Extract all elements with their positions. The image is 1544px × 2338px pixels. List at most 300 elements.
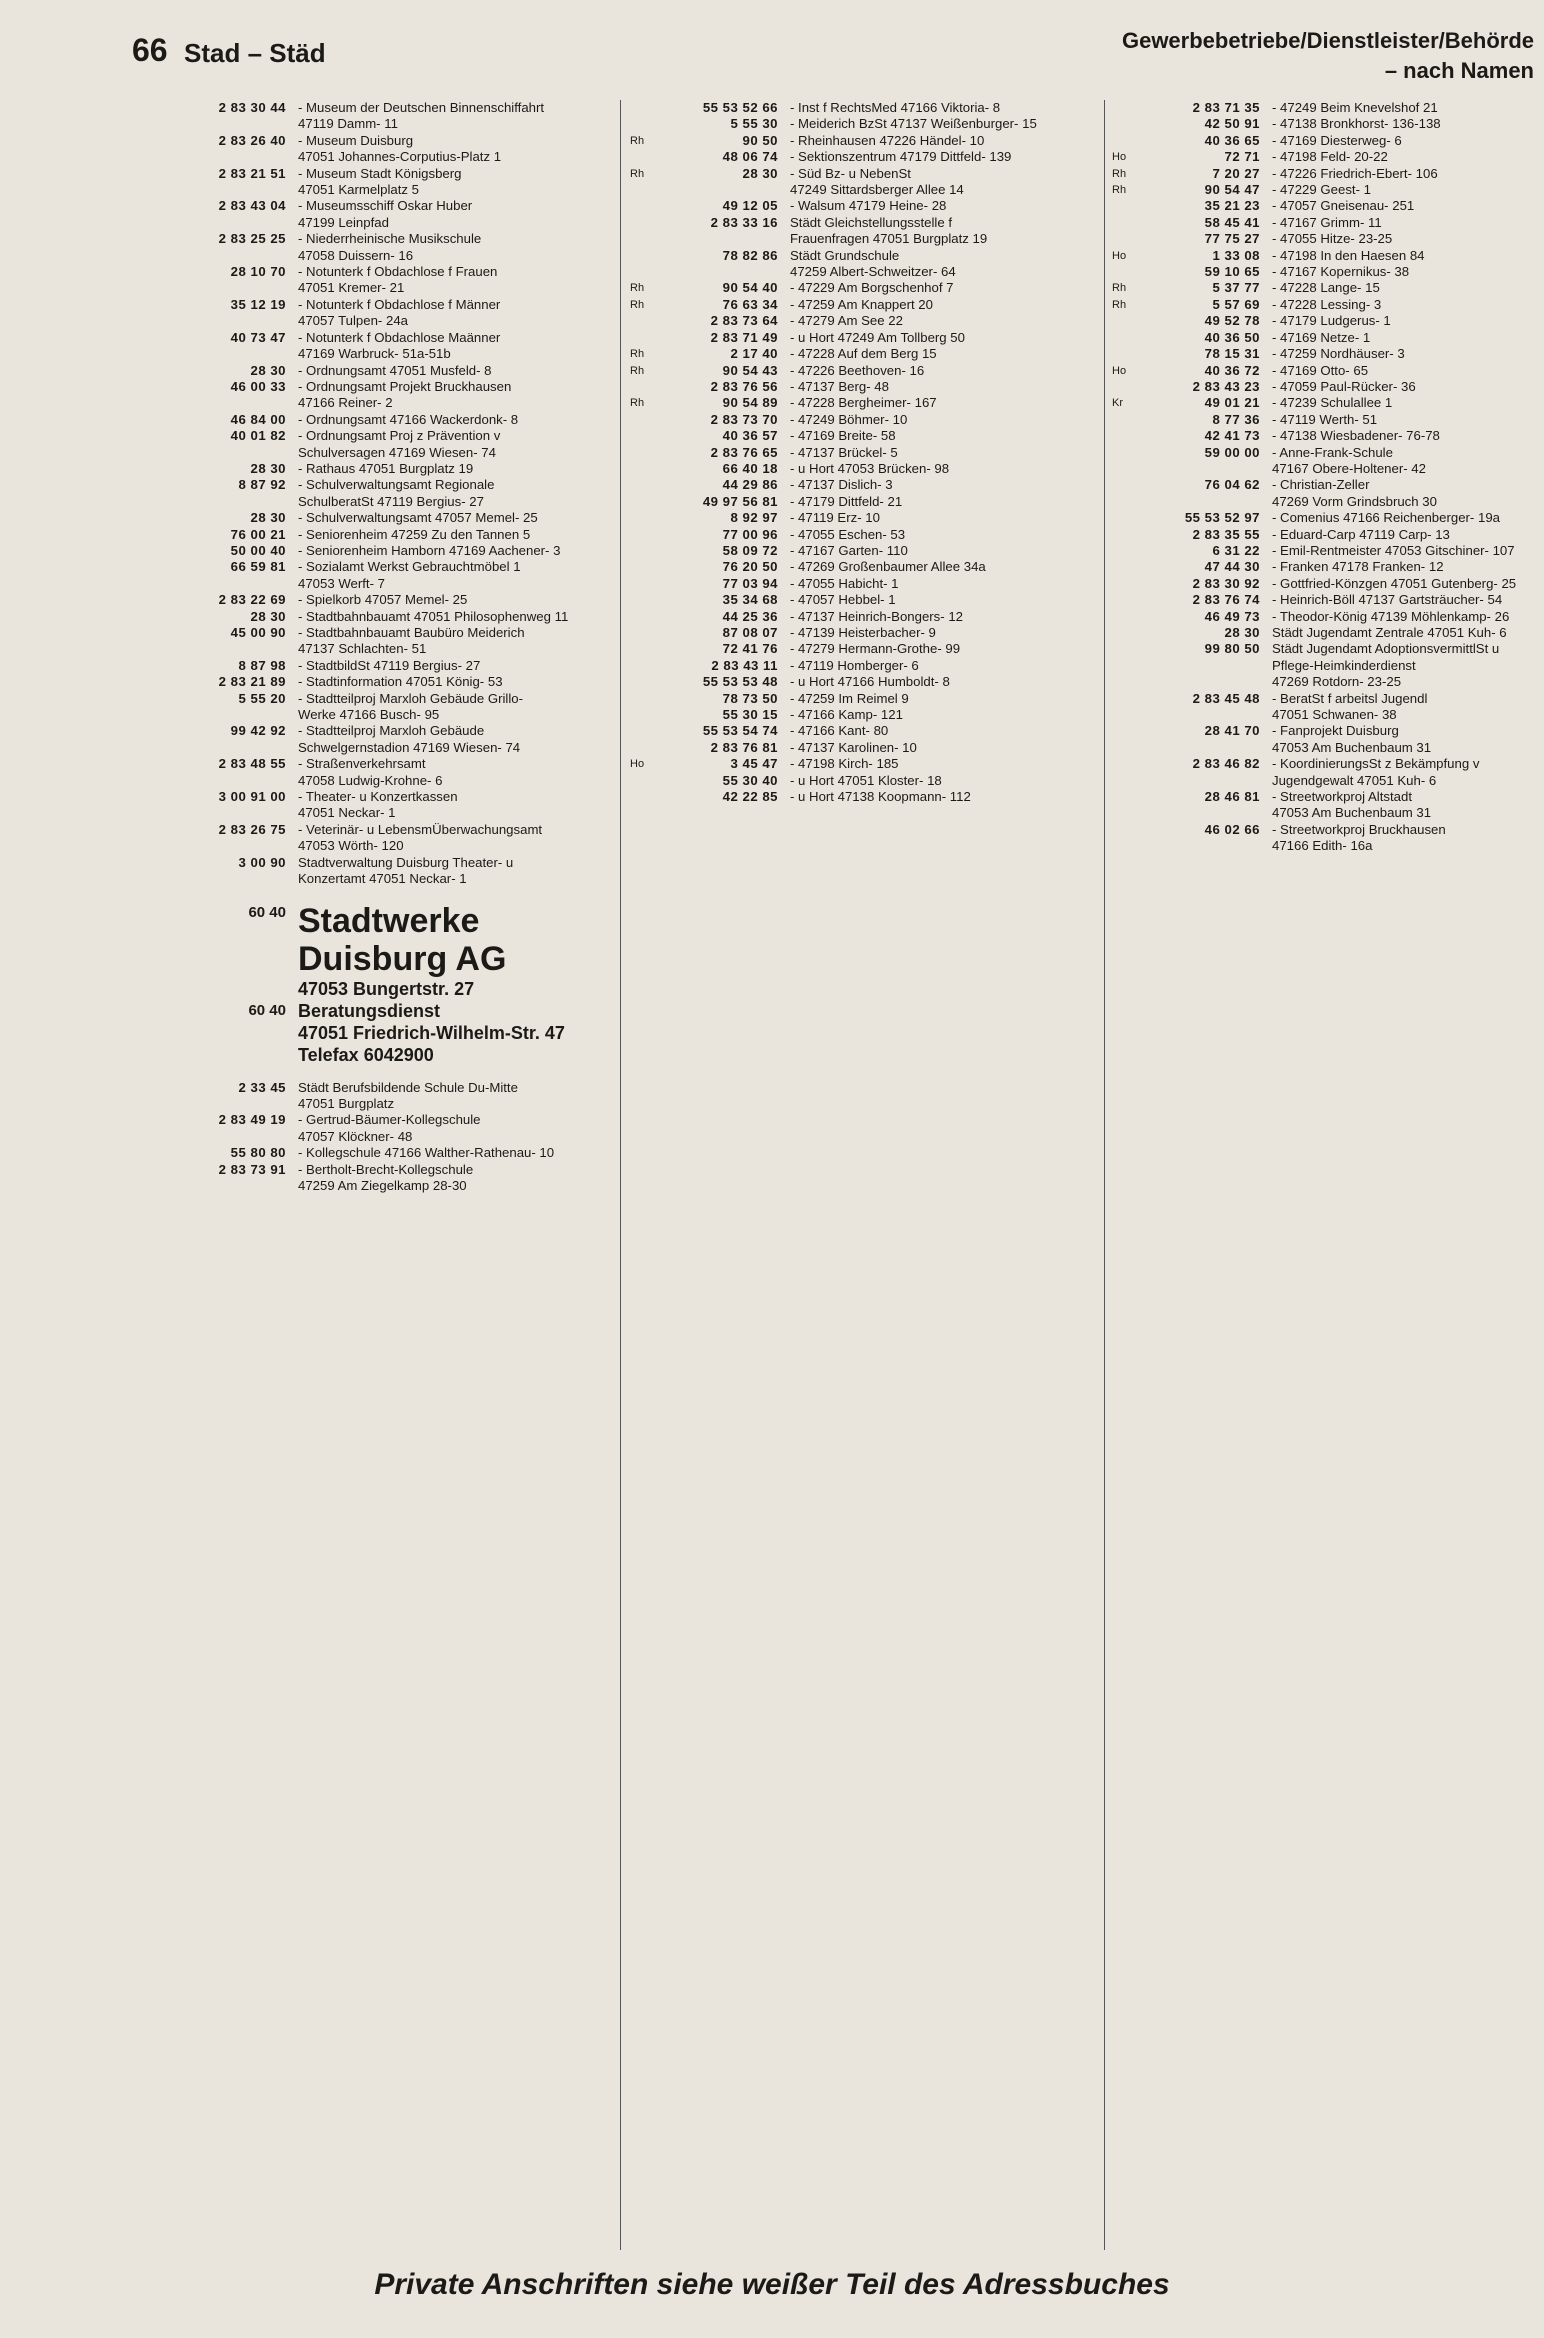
directory-entry [630, 280, 1100, 296]
directory-entry [1112, 445, 1542, 478]
directory-entry [138, 1112, 608, 1145]
phone-number: 58 09 72 [722, 542, 778, 558]
directory-entry [1112, 198, 1542, 214]
phone-number: 90 54 47 [1204, 182, 1260, 198]
phone-number: 2 83 35 55 [1192, 526, 1260, 542]
phone-number: 28 46 81 [1204, 789, 1260, 805]
directory-entry [630, 641, 1100, 657]
phone-number: 2 83 73 91 [218, 1161, 286, 1177]
directory-entry [138, 789, 608, 822]
directory-entry [1112, 395, 1542, 411]
running-head [1122, 26, 1534, 86]
entry-text: - 47279 Hermann-Grothe- 99 [790, 641, 961, 657]
entry-text: - 47167 Kopernikus- 38 [1272, 264, 1410, 280]
directory-entry [138, 822, 608, 855]
entry-text: - 47226 Friedrich-Ebert- 106 [1272, 165, 1438, 181]
entry-text: - 47259 Nordhäuser- 3 [1272, 346, 1405, 362]
directory-entry [630, 445, 1100, 461]
entry-text: - u Hort 47053 Brücken- 98 [790, 460, 950, 476]
entry-text: - StadtbildSt 47119 Bergius- 27 [298, 657, 481, 673]
directory-entry [138, 297, 608, 330]
directory-entry [630, 100, 1100, 116]
phone-number: 2 83 43 04 [218, 198, 286, 214]
phone-number: 47 44 30 [1204, 559, 1260, 575]
district-tag: Ho [630, 758, 645, 771]
directory-entry [630, 740, 1100, 756]
entry-text: - Walsum 47179 Heine- 28 [790, 198, 947, 214]
entry-text: - 47226 Beethoven- 16 [790, 362, 925, 378]
directory-entry [630, 494, 1100, 510]
phone-number: 59 00 00 [1204, 444, 1260, 460]
phone-number: 46 02 66 [1204, 821, 1260, 837]
entry-text: - Comenius 47166 Reichenberger- 19a [1272, 510, 1500, 526]
directory-entry [1112, 609, 1542, 625]
phone-number: 3 00 90 [238, 854, 286, 870]
phone-number: 42 50 91 [1204, 116, 1260, 132]
phone-number: 35 21 23 [1204, 198, 1260, 214]
phone-number: 66 40 18 [722, 460, 778, 476]
directory-entry [1112, 576, 1542, 592]
entry-text: - u Hort 47249 Am Tollberg 50 [790, 329, 965, 345]
directory-entry [630, 116, 1100, 132]
entry-text: - 47119 Erz- 10 [790, 510, 880, 526]
directory-entry [138, 477, 608, 510]
district-tag: Rh [1112, 298, 1127, 311]
district-tag: Ho [1112, 249, 1127, 262]
entry-text: - Streetworkproj Bruckhausen 47166 Edith- 16a [1272, 821, 1446, 854]
phone-number: 2 83 76 56 [710, 378, 778, 394]
entry-text: - Sektionszentrum 47179 Dittfeld- 139 [790, 149, 1012, 165]
directory-entry [1112, 166, 1542, 182]
directory-entry [1112, 641, 1542, 690]
entry-text: - 47249 Böhmer- 10 [790, 411, 908, 427]
directory-entry [630, 756, 1100, 772]
entry-text: - 47169 Otto- 65 [1272, 362, 1369, 378]
phone-number: 40 36 57 [722, 428, 778, 444]
district-tag: Rh [1112, 167, 1127, 180]
entry-text: - Stadtbahnbauamt 47051 Philosophenweg 11 [298, 608, 569, 624]
directory-entry [138, 198, 608, 231]
phone-number: 90 54 40 [722, 280, 778, 296]
directory-entry [630, 133, 1100, 149]
entry-text: - 47057 Gneisenau- 251 [1272, 198, 1415, 214]
entry-text: - Schulverwaltungsamt Regionale SchulberatSt 47119 Bergius- 27 [298, 477, 495, 509]
directory-entry [630, 346, 1100, 362]
phone-number: 49 12 05 [722, 198, 778, 214]
directory-entry [630, 248, 1100, 281]
directory-entry [138, 412, 608, 428]
entry-text: - Gottfried-Könzgen 47051 Gutenberg- 25 [1272, 575, 1517, 591]
entry-text: - 47239 Schulallee 1 [1272, 395, 1393, 411]
directory-entry [630, 543, 1100, 559]
directory-entry [1112, 822, 1542, 855]
ad-address: 47053 Bungertstr. 27 [298, 978, 475, 999]
phone-number: 2 83 30 92 [1192, 575, 1260, 591]
entry-text: Städt Berufsbildende Schule Du-Mitte 47051 Burgplatz [298, 1079, 518, 1111]
directory-entry [138, 658, 608, 674]
phone-number: 76 20 50 [722, 559, 778, 575]
directory-entry [630, 313, 1100, 329]
phone-number: 78 73 50 [722, 690, 778, 706]
directory-entry [1112, 379, 1542, 395]
running-head-line-2: – nach Namen [1384, 58, 1534, 83]
entry-text: - 47138 Wiesbadener- 76-78 [1272, 428, 1440, 444]
running-head-line-1: Gewerbebetriebe/Dienstleister/Behörde [1121, 28, 1534, 53]
entry-text: - 47139 Heisterbacher- 9 [790, 625, 936, 640]
phone-number: 44 25 36 [722, 608, 778, 624]
column-2-entries [630, 100, 1100, 805]
entry-text: - Spielkorb 47057 Memel- 25 [298, 592, 468, 608]
directory-entry [1112, 510, 1542, 526]
entry-text: - Seniorenheim Hamborn 47169 Aachener- 3 [298, 542, 561, 558]
phone-number: 46 49 73 [1204, 608, 1260, 624]
phone-number: 55 30 40 [722, 772, 778, 788]
directory-entry [630, 297, 1100, 313]
phone-number: 49 97 56 81 [702, 493, 778, 509]
entry-text: - Museum Stadt Königsberg 47051 Karmelplatz 5 [298, 165, 462, 198]
phone-number: 42 22 85 [722, 789, 778, 805]
column-1-entries-after-ad [138, 1080, 608, 1195]
directory-entry [1112, 248, 1542, 264]
district-tag: Rh [630, 298, 645, 311]
directory-entry [630, 149, 1100, 165]
phone-number: 28 30 [742, 165, 778, 181]
entry-text: - Franken 47178 Franken- 12 [1272, 559, 1444, 575]
directory-entry [1112, 100, 1542, 116]
column-rule-2 [1104, 100, 1105, 2250]
directory-entry [138, 756, 608, 789]
phone-number: 2 83 76 65 [710, 444, 778, 460]
phone-number: 46 84 00 [230, 411, 286, 427]
directory-entry [138, 559, 608, 592]
phone-number: 2 83 33 16 [710, 214, 778, 230]
directory-entry [138, 379, 608, 412]
phone-number: 2 83 43 23 [1192, 378, 1260, 394]
entry-text: - Veterinär- u LebensmÜberwachungsamt 47053 Wörth- 120 [298, 821, 543, 854]
phone-number: 55 53 52 97 [1184, 510, 1260, 526]
phone-number: 48 06 74 [722, 149, 778, 165]
entry-text: - 47228 Lessing- 3 [1272, 296, 1382, 312]
phone-number: 2 83 76 74 [1192, 592, 1260, 608]
directory-entry [138, 133, 608, 166]
entry-text: - u Hort 47138 Koopmann- 112 [790, 789, 971, 805]
district-tag: Rh [1112, 184, 1127, 197]
directory-entry [138, 461, 608, 477]
directory-entry [630, 198, 1100, 214]
directory-entry [630, 773, 1100, 789]
directory-entry [630, 527, 1100, 543]
directory-entry [630, 395, 1100, 411]
entry-text: - 47137 Karolinen- 10 [790, 739, 917, 755]
entry-text: - Sozialamt Werkst Gebrauchtmöbel 1 47053 Werft- 7 [298, 559, 521, 591]
phone-number: 2 83 43 11 [711, 657, 778, 673]
phone-number: 8 87 98 [238, 657, 286, 673]
entry-text: - 47137 Berg- 48 [790, 378, 889, 394]
directory-entry [138, 691, 608, 724]
district-tag: Ho [1112, 364, 1127, 377]
column-3-entries [1112, 100, 1542, 855]
directory-entry [138, 363, 608, 379]
phone-number: 2 83 25 25 [218, 231, 286, 247]
directory-entry [1112, 313, 1542, 329]
entry-text: - 47055 Habicht- 1 [790, 575, 899, 591]
directory-entry [1112, 756, 1542, 789]
entry-text: - Streetworkproj Altstadt 47053 Am Buchenbaum 31 [1272, 789, 1432, 821]
directory-entry [1112, 412, 1542, 428]
phone-number: 40 01 82 [230, 428, 286, 444]
phone-number: 55 30 15 [722, 707, 778, 723]
directory-entry [630, 609, 1100, 625]
phone-number: 55 53 53 48 [702, 674, 778, 690]
phone-number: 28 30 [250, 460, 286, 476]
entry-text: - 47167 Garten- 110 [790, 542, 908, 558]
phone-number: 7 20 27 [1212, 165, 1260, 181]
directory-entry [138, 1162, 608, 1195]
phone-number: 2 17 40 [730, 346, 778, 362]
phone-number: 55 80 80 [230, 1145, 286, 1161]
directory-entry [1112, 149, 1542, 165]
directory-entry [630, 674, 1100, 690]
phone-number: 2 83 22 69 [218, 592, 286, 608]
entry-text: - 47059 Paul-Rücker- 36 [1272, 378, 1416, 394]
phone-number: 49 52 78 [1204, 313, 1260, 329]
directory-entry [1112, 625, 1542, 641]
phone-number: 72 41 76 [722, 641, 778, 657]
directory-entry [630, 658, 1100, 674]
phone-number: 2 83 26 75 [218, 821, 286, 837]
directory-entry [138, 625, 608, 658]
column-2 [630, 100, 1100, 805]
entry-text: - 47179 Ludgerus- 1 [1272, 313, 1391, 329]
entry-text: - Ordnungsamt 47051 Musfeld- 8 [298, 362, 492, 378]
entry-text: - Meiderich BzSt 47137 Weißenburger- 15 [790, 116, 1037, 132]
directory-entry [630, 510, 1100, 526]
entry-text: - Ordnungsamt Projekt Bruckhausen 47166 Reiner- 2 [298, 378, 512, 411]
entry-text: - Eduard-Carp 47119 Carp- 13 [1272, 526, 1450, 542]
phone-number: 6 31 22 [1212, 542, 1260, 558]
entry-text: - Stadtinformation 47051 König- 53 [298, 674, 503, 690]
directory-entry [1112, 133, 1542, 149]
entry-text: - Anne-Frank-Schule 47167 Obere-Holtener- 42 [1272, 444, 1426, 476]
directory-entry [1112, 723, 1542, 756]
entry-text: - 47119 Werth- 51 [1272, 411, 1378, 427]
entry-text: - Stadtbahnbauamt Baubüro Meiderich 47137 Schlachten- 51 [298, 625, 525, 657]
entry-text: - Niederrheinische Musikschule 47058 Duissern- 16 [298, 231, 482, 263]
entry-text: - Theater- u Konzertkassen 47051 Neckar- 1 [298, 789, 458, 821]
entry-text: - Notunterk f Obdachlose f Männer 47057 Tulpen- 24a [298, 296, 501, 329]
phone-number: 2 83 48 55 [218, 756, 286, 772]
page-section: Stad – Städ [184, 38, 326, 68]
directory-entry [138, 1080, 608, 1113]
phone-number: 2 83 49 19 [218, 1112, 286, 1128]
ad-company-name-2: Duisburg AG [298, 939, 507, 978]
directory-entry [138, 510, 608, 526]
directory-entry [630, 625, 1100, 641]
entry-text: - 47198 Kirch- 185 [790, 756, 899, 772]
entry-text: - Straßenverkehrsamt 47058 Ludwig-Krohne- 6 [298, 756, 443, 788]
directory-entry [630, 691, 1100, 707]
entry-text: - Ordnungsamt 47166 Wackerdonk- 8 [298, 411, 519, 427]
phone-number: 44 29 86 [722, 477, 778, 493]
entry-text: - 47137 Dislich- 3 [790, 477, 893, 493]
directory-entry [138, 231, 608, 264]
ad-fax: Telefax 6042900 [298, 1044, 434, 1065]
entry-text: - 47228 Auf dem Berg 15 [790, 346, 937, 362]
entry-text: Stadtverwaltung Duisburg Theater- u Konzertamt 47051 Neckar- 1 [298, 854, 514, 887]
entry-text: - Schulverwaltungsamt 47057 Memel- 25 [298, 510, 538, 526]
phone-number: 46 00 33 [230, 378, 286, 394]
directory-entry [1112, 346, 1542, 362]
phone-number: 40 36 50 [1204, 329, 1260, 345]
phone-number: 2 83 71 35 [1192, 100, 1260, 115]
phone-number: 55 53 54 74 [702, 723, 778, 739]
entry-text: - 47259 Am Knappert 20 [790, 296, 933, 312]
phone-number: 77 03 94 [722, 575, 778, 591]
entry-text: - 47119 Homberger- 6 [790, 657, 919, 673]
entry-text: - 47137 Brückel- 5 [790, 444, 898, 460]
entry-text: - 47249 Beim Knevelshof 21 [1272, 100, 1438, 115]
phone-number: 40 36 72 [1204, 362, 1260, 378]
ad-phone-1: 60 40 [248, 903, 286, 921]
entry-text: - Museum der Deutschen Binnenschiffahrt 47119 Damm- 11 [298, 100, 545, 132]
phone-number: 3 00 91 00 [218, 789, 286, 805]
phone-number: 76 63 34 [722, 296, 778, 312]
entry-text: - Süd Bz- u NebenSt 47249 Sittardsberger Allee 14 [790, 165, 964, 198]
directory-entry [138, 855, 608, 888]
column-3 [1112, 100, 1542, 855]
phone-number: 78 82 86 [722, 247, 778, 263]
phone-number: 99 42 92 [230, 723, 286, 739]
entry-text: - 47057 Hebbel- 1 [790, 592, 896, 608]
entry-text: Städt Jugendamt Zentrale 47051 Kuh- 6 [1272, 625, 1507, 640]
directory-entry [1112, 543, 1542, 559]
phone-number: 28 10 70 [230, 264, 286, 280]
entry-text: - u Hort 47166 Humboldt- 8 [790, 674, 950, 690]
directory-entry [1112, 280, 1542, 296]
phone-number: 45 00 90 [230, 625, 286, 640]
phone-number: 2 83 76 81 [710, 739, 778, 755]
phone-number: 58 45 41 [1204, 214, 1260, 230]
district-tag: Rh [630, 167, 645, 180]
phone-number: 2 83 26 40 [218, 132, 286, 148]
entry-text: - Emil-Rentmeister 47053 Gitschiner- 107 [1272, 542, 1515, 558]
phone-number: 2 83 46 82 [1192, 756, 1260, 772]
entry-text: - Theodor-König 47139 Möhlenkamp- 26 [1272, 608, 1510, 624]
district-tag: Rh [630, 348, 645, 361]
phone-number: 77 00 96 [722, 526, 778, 542]
entry-text: - Museumsschiff Oskar Huber 47199 Leinpfad [298, 198, 473, 230]
entry-text: - 47279 Am See 22 [790, 313, 903, 329]
entry-text: - Notunterk f Obdachlose Maänner 47169 Warbruck- 51a-51b [298, 329, 501, 362]
phone-number: 8 87 92 [238, 477, 286, 493]
entry-text: - Kollegschule 47166 Walther-Rathenau- 10 [298, 1145, 555, 1161]
entry-text: - Notunterk f Obdachlose f Frauen 47051 Kremer- 21 [298, 264, 498, 296]
phone-number: 2 83 45 48 [1192, 690, 1260, 706]
directory-entry [630, 723, 1100, 739]
entry-text: - 47055 Hitze- 23-25 [1272, 231, 1393, 247]
directory-entry [138, 166, 608, 199]
phone-number: 77 75 27 [1204, 231, 1260, 247]
entry-text: - Inst f RechtsMed 47166 Viktoria- 8 [790, 100, 1001, 115]
directory-entry [630, 707, 1100, 723]
district-tag: Rh [630, 364, 645, 377]
directory-entry [1112, 231, 1542, 247]
directory-entry [630, 592, 1100, 608]
entry-text: - 47198 In den Haesen 84 [1272, 247, 1425, 263]
directory-entry [1112, 592, 1542, 608]
ad-company-name-1: Stadtwerke [298, 901, 480, 940]
directory-entry [1112, 330, 1542, 346]
entry-text: - Bertholt-Brecht-Kollegschule 47259 Am Ziegelkamp 28-30 [298, 1161, 474, 1193]
phone-number: 90 54 43 [722, 362, 778, 378]
phone-number: 8 77 36 [1212, 411, 1260, 427]
phone-number: 28 30 [250, 608, 286, 624]
entry-text: - Ordnungsamt Proj z Prävention v Schulversagen 47169 Wiesen- 74 [298, 428, 501, 460]
entry-text: - 47169 Netze- 1 [1272, 329, 1371, 345]
phone-number: 28 41 70 [1204, 723, 1260, 739]
ad-row-service [138, 1000, 608, 1066]
entry-text: Städt Grundschule 47259 Albert-Schweitzer- 64 [790, 247, 956, 280]
entry-text: - u Hort 47051 Kloster- 18 [790, 772, 942, 788]
phone-number: 5 37 77 [1212, 280, 1260, 296]
phone-number: 42 41 73 [1204, 428, 1260, 444]
directory-entry [1112, 477, 1542, 510]
phone-number: 2 83 21 51 [218, 165, 286, 181]
directory-entry [138, 592, 608, 608]
phone-number: 28 30 [1224, 625, 1260, 640]
phone-number: 76 00 21 [230, 526, 286, 542]
entry-text: - 47169 Diesterweg- 6 [1272, 132, 1402, 148]
phone-number: 90 54 89 [722, 395, 778, 411]
directory-entry [1112, 789, 1542, 822]
entry-text: - 47198 Feld- 20-22 [1272, 149, 1388, 165]
ad-service: Beratungsdienst [298, 1000, 441, 1021]
directory-entry [1112, 297, 1542, 313]
page-number: 66 [132, 32, 168, 68]
phone-number: 55 53 52 66 [702, 100, 778, 115]
ad-service-address: 47051 Friedrich-Wilhelm-Str. 47 [298, 1022, 565, 1043]
directory-entry [630, 428, 1100, 444]
phone-number: 2 83 73 70 [710, 411, 778, 427]
phone-number: 90 50 [742, 132, 778, 148]
advertisement-stadtwerke [138, 902, 608, 1066]
entry-text: - Museum Duisburg 47051 Johannes-Corputius-Platz 1 [298, 132, 502, 165]
entry-text: - Stadtteilproj Marxloh Gebäude Grillo- Werke 47166 Busch- 95 [298, 690, 524, 723]
phone-number: 5 55 30 [730, 116, 778, 132]
directory-entry [630, 559, 1100, 575]
entry-text: - Rheinhausen 47226 Händel- 10 [790, 132, 985, 148]
entry-text: - 47228 Lange- 15 [1272, 280, 1380, 296]
phone-number: 1 33 08 [1212, 247, 1260, 263]
phone-number: 40 36 65 [1204, 132, 1260, 148]
directory-entry [630, 330, 1100, 346]
column-1-entries [138, 100, 608, 888]
entry-text: - 47055 Eschen- 53 [790, 526, 906, 542]
phone-number: 35 12 19 [230, 296, 286, 312]
phone-number: 3 45 47 [730, 756, 778, 772]
directory-entry [138, 330, 608, 363]
phone-number: 5 55 20 [238, 690, 286, 706]
entry-text: - 47179 Dittfeld- 21 [790, 493, 903, 509]
phone-number: 8 92 97 [730, 510, 778, 526]
directory-entry [1112, 428, 1542, 444]
directory-entry [630, 379, 1100, 395]
directory-entry [138, 264, 608, 297]
directory-entry [138, 1145, 608, 1161]
phone-number: 28 30 [250, 362, 286, 378]
directory-entry [630, 215, 1100, 248]
phone-number: 66 59 81 [230, 559, 286, 575]
